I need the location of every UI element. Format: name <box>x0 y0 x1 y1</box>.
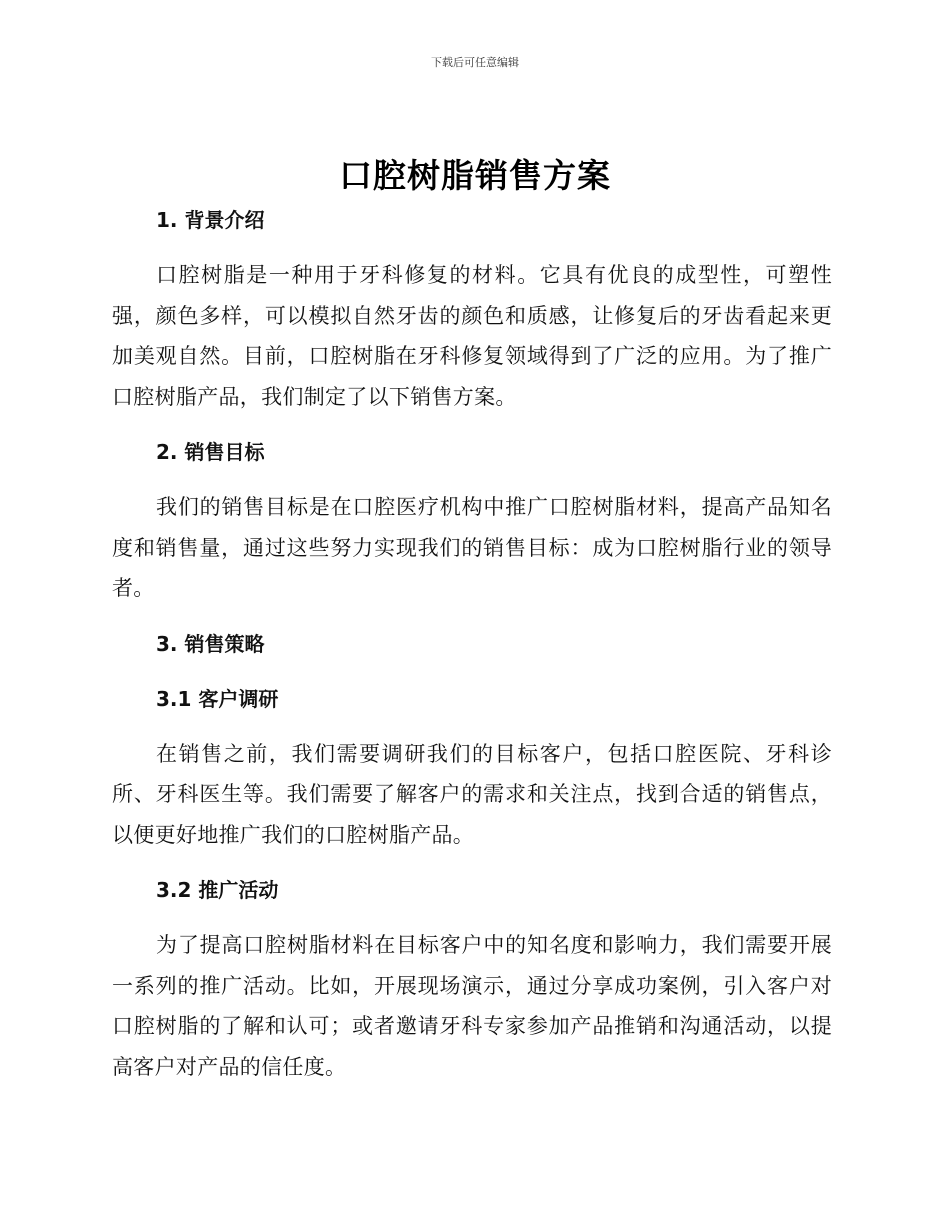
section-paragraph: 我们的销售目标是在口腔医疗机构中推广口腔树脂材料，提高产品知名度和销售量，通过这些努力实现我们的销售目标：成为口腔树脂行业的领导者。 <box>112 495 832 600</box>
section-promotion <box>112 870 832 1087</box>
document-body <box>112 200 832 1102</box>
document-title: 口腔树脂销售方案 <box>339 156 611 195</box>
section-paragraph: 在销售之前，我们需要调研我们的目标客户，包括口腔医院、牙科诊所、牙科医生等。我们需要了解客户的需求和关注点，找到合适的销售点，以便更好地推广我们的口腔树脂产品。 <box>112 741 832 847</box>
section-paragraph: 为了提高口腔树脂材料在目标客户中的知名度和影响力，我们需要开展一系列的推广活动。比如，开展现场演示，通过分享成功案例，引入客户对口腔树脂的了解和认可；或者邀请牙科专家参加产品推销和沟通活动，以提高客户对产品的信任度。 <box>112 933 832 1079</box>
section-paragraph: 口腔树脂是一种用于牙科修复的材料。它具有优良的成型性，可塑性强，颜色多样，可以模拟自然牙齿的颜色和质感，让修复后的牙齿看起来更加美观自然。目前，口腔树脂在牙科修复领域得到了广泛的应用。为了推广口腔树脂产品，我们制定了以下销售方案。 <box>112 263 832 409</box>
section-heading: 3.1 客户调研 <box>156 686 279 711</box>
section-heading: 3. 销售策略 <box>156 631 265 656</box>
section-customer-research <box>112 679 832 856</box>
section-heading: 2. 销售目标 <box>156 440 265 464</box>
section-sales-strategy <box>112 624 832 664</box>
header-note: 下载后可任意编辑 <box>431 56 519 69</box>
section-background <box>112 200 832 417</box>
spacer <box>112 664 832 679</box>
section-heading: 1. 背景介绍 <box>156 208 265 232</box>
section-sales-goal <box>112 432 832 609</box>
section-heading: 3.2 推广活动 <box>156 878 279 902</box>
